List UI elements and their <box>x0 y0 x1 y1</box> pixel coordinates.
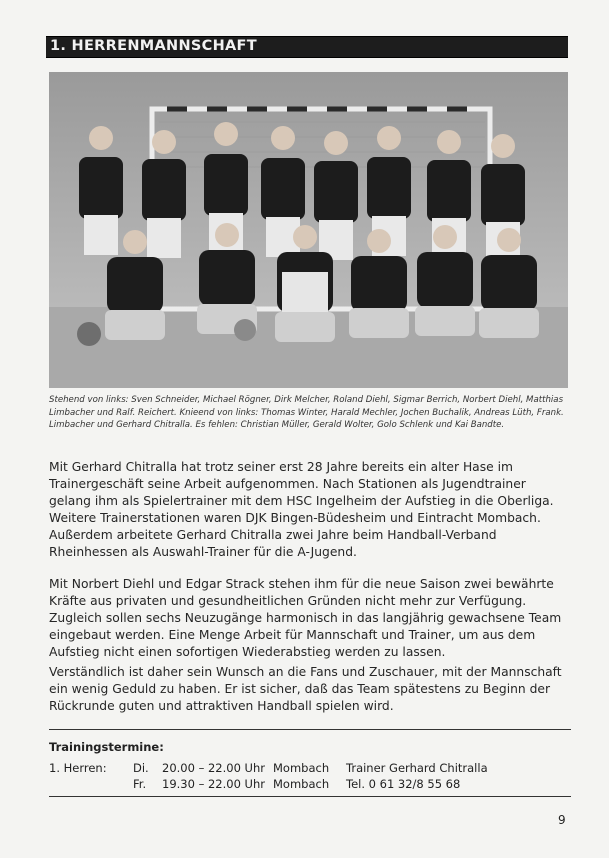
training-place: Mombach <box>273 777 330 791</box>
divider-bottom <box>49 796 571 797</box>
training-day: Fr. <box>133 777 147 791</box>
training-team: 1. Herren: <box>49 761 107 775</box>
team-photo <box>49 72 568 388</box>
paragraph-1: Mit Gerhard Chitralla hat trotz seiner erst 28 Jahre bereits ein alter Hase im Trainergeschäft seine Arbeit aufgenommen. Nach Stationen als Jugendtrainer gelang ihm als Spielertrainer mit dem HSC Ingelheim der Aufstieg in die Oberliga. Weitere Trainerstationen waren DJK Bingen-Büdesheim und Eintracht Mombach. Außerdem arbeitete Gerhard Chitralla zwei Jahre beim Handball-Verband Rheinhessen als Auswahl-Trainer für die A-Jugend. <box>49 460 554 560</box>
photo-caption: Stehend von links: Sven Schneider, Michael Rögner, Dirk Melcher, Roland Diehl, Sigmar Berrich, Norbert Diehl, Matthias Limbacher und Ralf. Reichert. Knieend von links: Thomas Winter, Harald Mechler, Jochen Buchalik, Andreas Lüth, Frank. Limbacher und Gerhard Chitralla. Es fehlen: Christian Müller, Gerald Wolter, Golo Schlenk und Kai Bandte. <box>49 395 564 431</box>
paragraph-3: Verständlich ist daher sein Wunsch an die Fans und Zuschauer, mit der Mannschaft ein wenig Geduld zu haben. Er ist sicher, daß das Team spätestens zu Beginn der Rückrunde guten und attraktiven Handball spielen wird. <box>49 665 562 714</box>
paragraph-2: Mit Norbert Diehl und Edgar Strack stehen ihm für die neue Saison zwei bewährte Kräfte aus privaten und gesundheitlichen Gründen nicht mehr zur Verfügung. Zugleich sollen sechs Neuzugänge harmonisch in das langjährig gewachsene Team eingebaut werden. Eine Menge Arbeit für Mannschaft und Trainer, um aus dem Aufstieg nicht einen sofortigen Wiederabstieg werden zu lassen. <box>49 577 562 660</box>
training-title: Trainingstermine: <box>49 740 164 754</box>
training-place: Mombach <box>273 761 330 775</box>
training-time: 19.30 – 22.00 Uhr <box>162 777 265 791</box>
section-header-bar <box>46 36 568 58</box>
training-info: Tel. 0 61 32/8 55 68 <box>346 777 461 791</box>
training-info: Trainer Gerhard Chitralla <box>346 761 488 775</box>
section-title: 1. HERRENMANNSCHAFT <box>50 38 257 54</box>
divider-top <box>49 729 571 730</box>
page-number: 9 <box>558 813 566 827</box>
training-time: 20.00 – 22.00 Uhr <box>162 761 265 775</box>
training-day: Di. <box>133 761 149 775</box>
